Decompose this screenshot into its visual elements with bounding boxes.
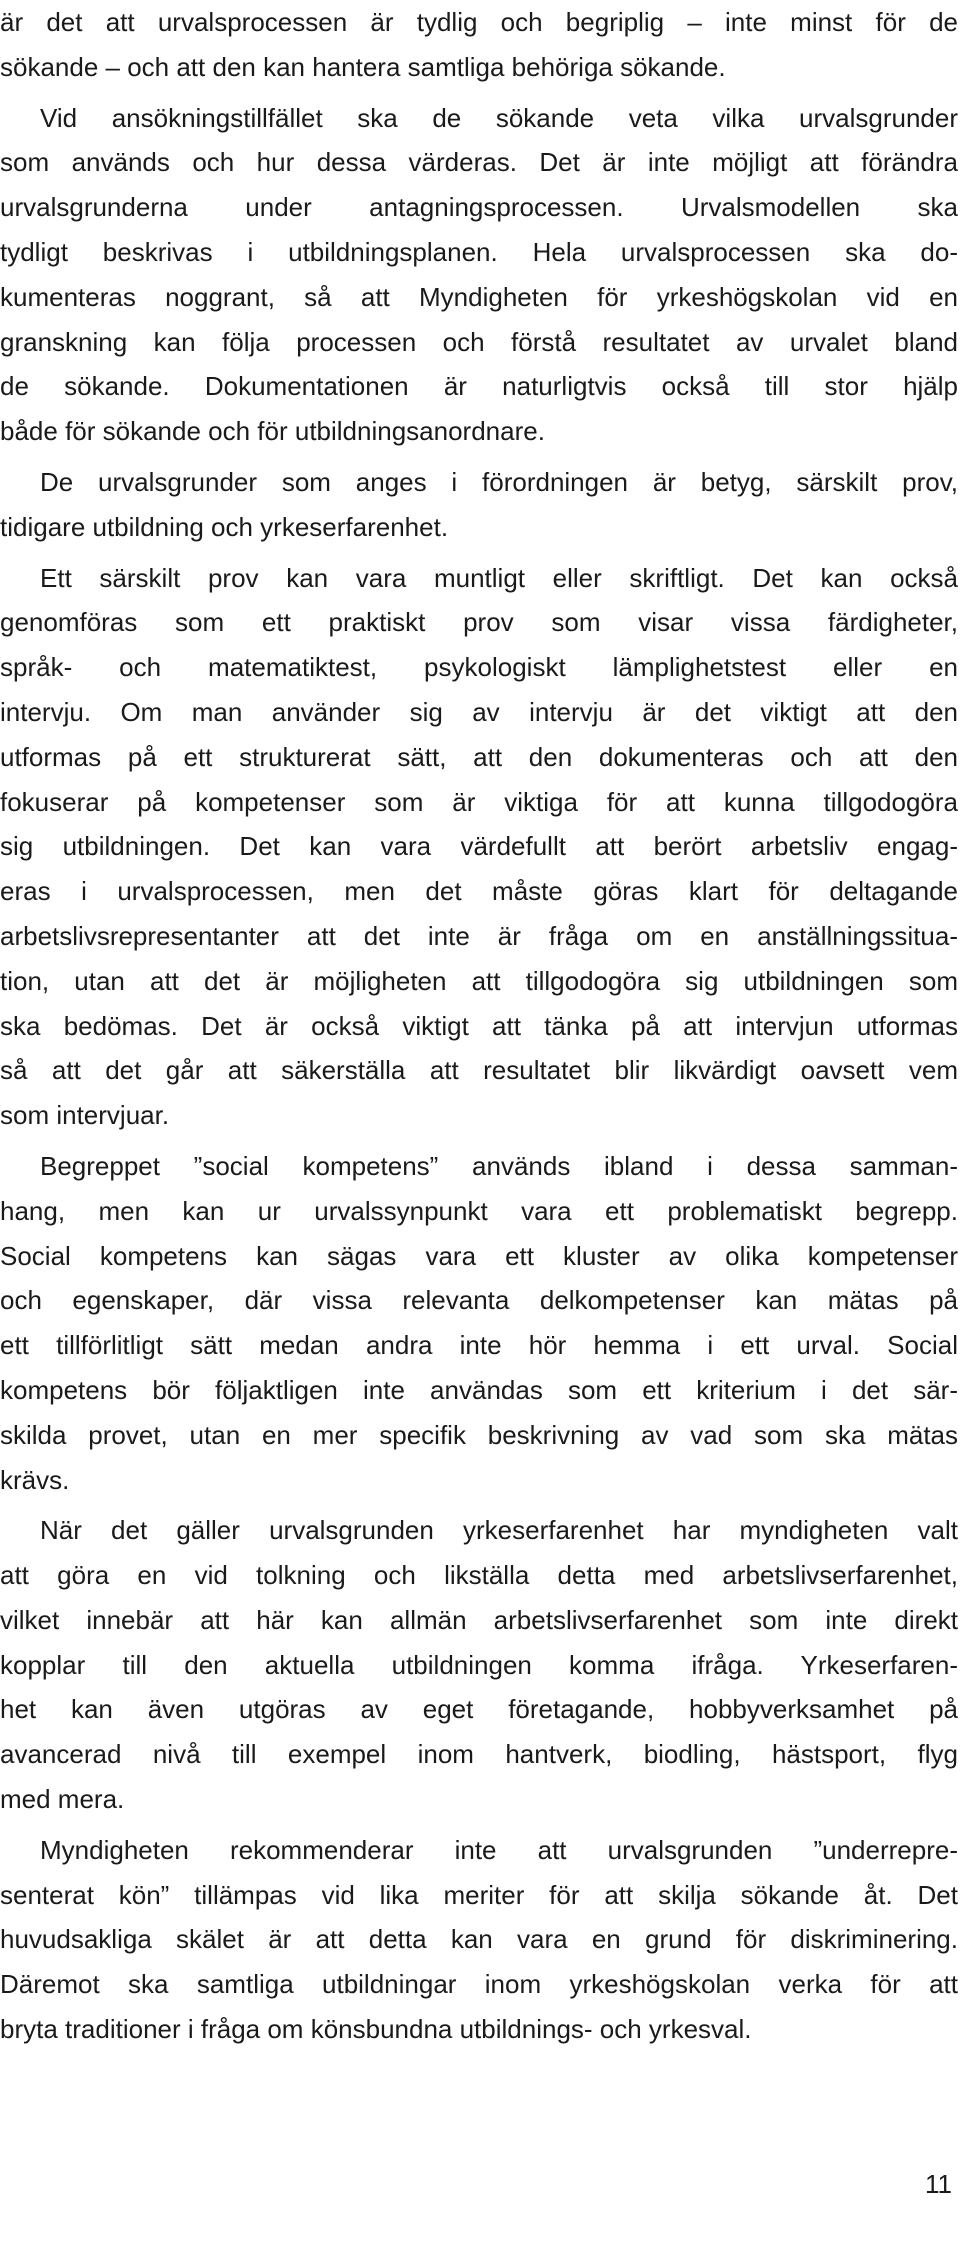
text-line: avancerad nivå till exempel inom hantverk, biodling, hästsport, flyg: [0, 1739, 958, 1770]
text-line: ska bedömas. Det är också viktigt att tänka på att intervjun utformas: [0, 1010, 958, 1041]
text-line: tidigare utbildning och yrkeserfarenhet.: [0, 511, 449, 542]
text-line: Ett särskilt prov kan vara muntligt eller skriftligt. Det kan också: [40, 562, 958, 593]
text-line: krävs.: [0, 1464, 70, 1495]
page-number: 11: [925, 2169, 952, 2199]
text-line: utformas på ett strukturerat sätt, att den dokumenteras och att den: [0, 741, 958, 772]
text-line: fokuserar på kompetenser som är viktiga för att kunna tillgodogöra: [0, 786, 958, 817]
text-line: tion, utan att det är möjligheten att tillgodogöra sig utbildningen som: [0, 965, 958, 996]
paragraph: [0, 0, 958, 90]
text-line: intervju. Om man använder sig av intervju är det viktigt att den: [0, 696, 958, 727]
text-line: kompetens bör följaktligen inte användas som ett kriterium i det sär-: [0, 1374, 958, 1405]
text-line: Vid ansökningstillfället ska de sökande veta vilka urvalsgrunder: [40, 102, 958, 133]
paragraph: [0, 1144, 958, 1502]
paragraph: [0, 556, 958, 1138]
paragraph: [0, 1508, 958, 1822]
paragraph: [0, 460, 958, 550]
text-line: språk- och matematiktest, psykologiskt lämplighetstest eller en: [0, 652, 958, 683]
text-line: vilket innebär att här kan allmän arbetslivserfarenhet som inte direkt: [0, 1604, 958, 1635]
text-line: eras i urvalsprocessen, men det måste göras klart för deltagande: [0, 876, 958, 907]
text-line: tydligt beskrivas i utbildningsplanen. Hela urvalsprocessen ska do-: [0, 236, 958, 267]
paragraph: [0, 96, 958, 454]
text-line: att göra en vid tolkning och likställa detta med arbetslivserfarenhet,: [0, 1560, 958, 1591]
text-line: kopplar till den aktuella utbildningen komma ifråga. Yrkeserfaren-: [0, 1649, 958, 1680]
text-line: sig utbildningen. Det kan vara värdefullt att berört arbetsliv engag-: [0, 831, 958, 862]
text-line: Begreppet ”social kompetens” används ibland i dessa samman-: [40, 1150, 958, 1181]
text-line: Myndigheten rekommenderar inte att urvalsgrunden ”underrepre-: [40, 1834, 958, 1865]
text-line: de sökande. Dokumentationen är naturligtvis också till stor hjälp: [0, 371, 958, 402]
text-line: kumenteras noggrant, så att Myndigheten för yrkeshögskolan vid en: [0, 281, 958, 312]
text-line: huvudsakliga skälet är att detta kan vara en grund för diskriminering.: [0, 1924, 958, 1955]
text-line: hang, men kan ur urvalssynpunkt vara ett problematiskt begrepp.: [0, 1195, 958, 1226]
text-line: bryta traditioner i fråga om könsbundna utbildnings- och yrkesval.: [0, 2014, 752, 2045]
text-line: och egenskaper, där vissa relevanta delkompetenser kan mätas på: [0, 1285, 958, 1316]
text-line: både för sökande och för utbildningsanordnare.: [0, 416, 545, 447]
text-line: När det gäller urvalsgrunden yrkeserfarenhet har myndigheten valt: [40, 1515, 958, 1546]
text-line: så att det går att säkerställa att resultatet blir likvärdigt oavsett vem: [0, 1055, 958, 1086]
text-line: ett tillförlitligt sätt medan andra inte hör hemma i ett urval. Social: [0, 1330, 958, 1361]
text-line: sökande – och att den kan hantera samtliga behöriga sökande.: [0, 51, 726, 82]
text-line: urvalsgrunderna under antagningsprocessen. Urvalsmodellen ska: [0, 192, 958, 223]
text-line: genomföras som ett praktiskt prov som visar vissa färdigheter,: [0, 607, 958, 638]
text-line: De urvalsgrunder som anges i förordningen är betyg, särskilt prov,: [40, 466, 958, 497]
text-line: som används och hur dessa värderas. Det är inte möjligt att förändra: [0, 147, 958, 178]
text-line: granskning kan följa processen och förstå resultatet av urvalet bland: [0, 326, 958, 357]
text-line: senterat kön” tillämpas vid lika meriter för att skilja sökande åt. Det: [0, 1879, 958, 1910]
paragraph: [0, 1828, 958, 2052]
text-line: som intervjuar.: [0, 1100, 170, 1131]
text-line: Däremot ska samtliga utbildningar inom yrkeshögskolan verka för att: [0, 1969, 958, 2000]
text-line: arbetslivsrepresentanter att det inte är fråga om en anställningssitua-: [0, 920, 958, 951]
text-line: skilda provet, utan en mer specifik beskrivning av vad som ska mätas: [0, 1419, 958, 1450]
text-line: är det att urvalsprocessen är tydlig och begriplig – inte minst för de: [0, 7, 958, 37]
text-line: med mera.: [0, 1784, 125, 1815]
text-line: Social kompetens kan sägas vara ett kluster av olika kompetenser: [0, 1240, 958, 1271]
text-line: het kan även utgöras av eget företagande, hobbyverksamhet på: [0, 1694, 958, 1725]
